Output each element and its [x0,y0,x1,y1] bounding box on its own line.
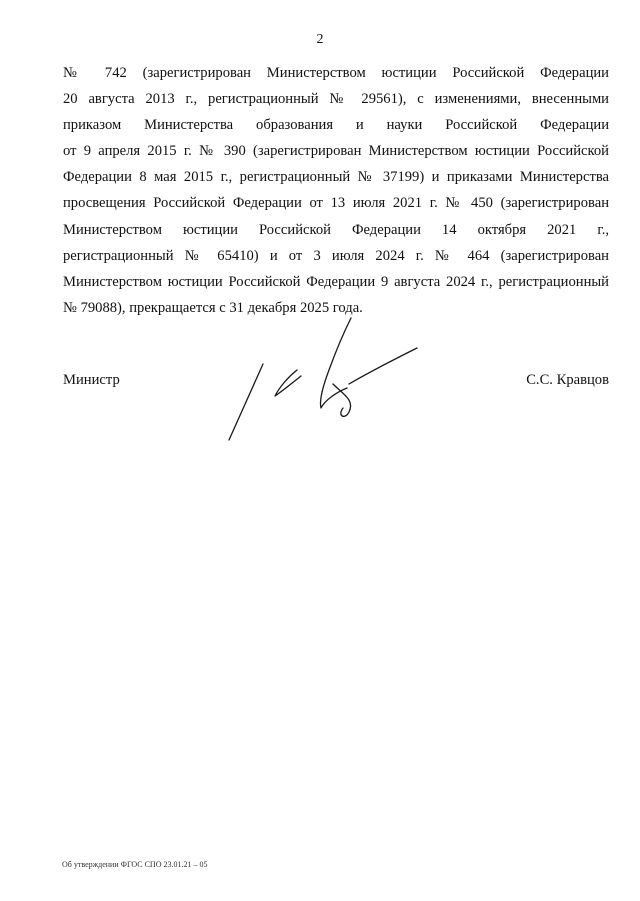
body-line: № 79088), прекращается с 31 декабря 2025 года. [63,299,363,316]
body-line: № 742 (зарегистрирован Министерством юстиции Российской Федерации [63,65,609,81]
body-line: приказом Министерства образования и науки Российской Федерации [63,117,609,134]
body-line: Федерации 8 мая 2015 г., регистрационный № 37199) и приказами Министерства [63,169,609,186]
footer-note: Об утверждении ФГОС СПО 23.01.21 – 05 [62,860,208,869]
body-line: от 9 апреля 2015 г. № 390 (зарегистрирован Министерством юстиции Российской [63,143,609,160]
body-line: Министерством юстиции Российской Федерации 9 августа 2024 г., регистрационный [63,273,609,290]
body-line: регистрационный № 65410) и от 3 июля 2024 г. № 464 (зарегистрирован [63,247,609,264]
body-line: 20 августа 2013 г., регистрационный № 29561), с изменениями, внесенными [63,91,609,108]
signatory-title: Министр [63,372,120,388]
document-body [63,60,609,321]
signatory-name: С.С. Кравцов [526,372,609,388]
body-line: Министерством юстиции Российской Федерации 14 октября 2021 г., [63,221,609,238]
body-line: просвещения Российской Федерации от 13 июля 2021 г. № 450 (зарегистрирован [63,195,609,212]
page-number: 2 [316,32,324,47]
handwritten-signature [225,312,425,447]
